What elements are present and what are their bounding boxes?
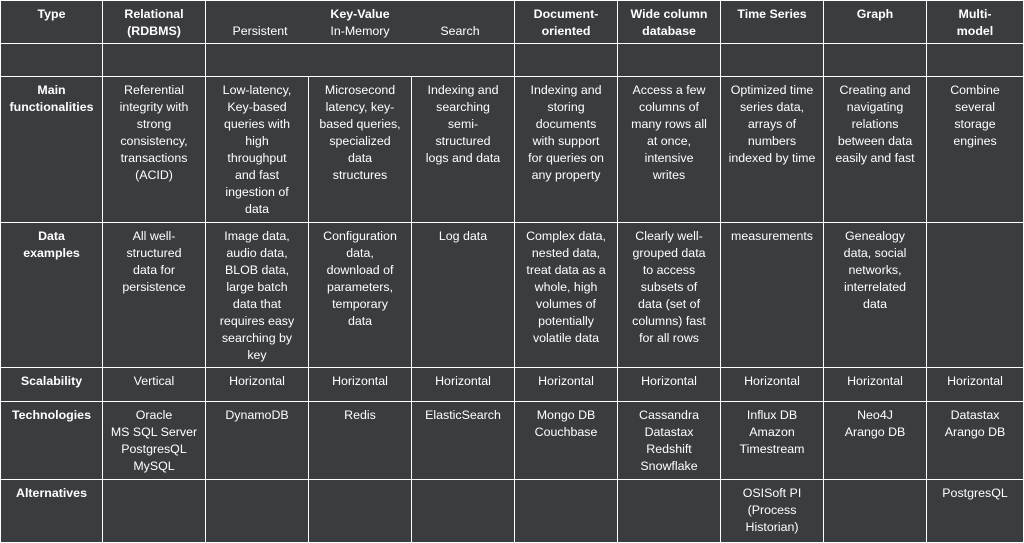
key-value-title: Key-Value <box>330 7 390 21</box>
row-data-examples <box>1 222 1024 368</box>
header-document: Document- oriented <box>515 1 618 44</box>
table-cell: Image data, audio data, BLOB data, large batch data that requires easy searching by key <box>206 222 309 368</box>
table-cell: PostgresQL <box>927 479 1024 542</box>
table-cell: Influx DB Amazon Timestream <box>721 402 824 479</box>
table-cell: Horizontal <box>824 368 927 402</box>
header-key-value <box>206 1 515 44</box>
header-graph: Graph <box>824 1 927 44</box>
row-label: Scalability <box>1 368 103 402</box>
table-cell: Horizontal <box>206 368 309 402</box>
empty-cell <box>206 44 515 77</box>
row-label: Data examples <box>1 222 103 368</box>
table-cell: Neo4J Arango DB <box>824 402 927 479</box>
table-cell: Combine several storage engines <box>927 77 1024 223</box>
table-cell: Horizontal <box>309 368 412 402</box>
table-cell: Cassandra Datastax Redshift Snowflake <box>618 402 721 479</box>
table-cell: Indexing and searching semi- structured logs and data <box>412 77 515 223</box>
table-cell <box>618 479 721 542</box>
table-cell: Referential integrity with strong consistency, transactions (ACID) <box>103 77 206 223</box>
header-wide-column: Wide column database <box>618 1 721 44</box>
table-cell: Low-latency, Key-based queries with high throughput and fast ingestion of data <box>206 77 309 223</box>
header-relational: Relational (RDBMS) <box>103 1 206 44</box>
table-cell: measurements <box>721 222 824 368</box>
table-cell: Complex data, nested data, treat data as a whole, high volumes of potentially volatile data <box>515 222 618 368</box>
table-cell: Oracle MS SQL Server PostgresQL MySQL <box>103 402 206 479</box>
row-label: Alternatives <box>1 479 103 542</box>
table-cell: Microsecond latency, key- based queries, specialized data structures <box>309 77 412 223</box>
header-type: Type <box>1 1 103 44</box>
table-cell: Datastax Arango DB <box>927 402 1024 479</box>
table-cell: All well- structured data for persistence <box>103 222 206 368</box>
table-cell: Clearly well- grouped data to access subsets of data (set of columns) fast for all rows <box>618 222 721 368</box>
spacer-row <box>1 44 1024 77</box>
table-cell: Horizontal <box>515 368 618 402</box>
empty-cell <box>824 44 927 77</box>
empty-cell <box>721 44 824 77</box>
table-cell: DynamoDB <box>206 402 309 479</box>
table-cell: Redis <box>309 402 412 479</box>
table-cell: Configuration data, download of parameters, temporary data <box>309 222 412 368</box>
empty-cell <box>103 44 206 77</box>
table-cell <box>103 479 206 542</box>
row-scalability <box>1 368 1024 402</box>
header-multi-model: Multi- model <box>927 1 1024 44</box>
header-kv-search: Search <box>440 24 480 38</box>
table-cell: ElasticSearch <box>412 402 515 479</box>
empty-cell <box>618 44 721 77</box>
table-cell: Log data <box>412 222 515 368</box>
row-label: Main functionalities <box>1 77 103 223</box>
table-cell <box>206 479 309 542</box>
row-main-functionalities <box>1 77 1024 223</box>
row-label: Technologies <box>1 402 103 479</box>
header-kv-persistent: Persistent <box>232 24 288 38</box>
table-cell: Horizontal <box>721 368 824 402</box>
table-cell: Genealogy data, social networks, interrelated data <box>824 222 927 368</box>
key-value-subheaders <box>210 23 510 40</box>
table-cell: Indexing and storing documents with support for queries on any property <box>515 77 618 223</box>
header-row <box>1 1 1024 44</box>
table-cell: OSISoft PI (Process Historian) <box>721 479 824 542</box>
table-cell <box>412 479 515 542</box>
header-time-series: Time Series <box>721 1 824 44</box>
empty-cell <box>927 44 1024 77</box>
table-cell <box>927 222 1024 368</box>
table-cell: Horizontal <box>618 368 721 402</box>
header-kv-inmemory: In-Memory <box>330 24 390 38</box>
table-cell <box>824 479 927 542</box>
empty-cell <box>1 44 103 77</box>
table-cell: Mongo DB Couchbase <box>515 402 618 479</box>
table-cell: Optimized time series data, arrays of numbers indexed by time <box>721 77 824 223</box>
table-cell: Horizontal <box>927 368 1024 402</box>
table-cell <box>309 479 412 542</box>
empty-cell <box>515 44 618 77</box>
row-alternatives <box>1 479 1024 542</box>
table-cell: Vertical <box>103 368 206 402</box>
table-cell: Access a few columns of many rows all at once, intensive writes <box>618 77 721 223</box>
table-cell: Horizontal <box>412 368 515 402</box>
table-cell <box>515 479 618 542</box>
table-cell: Creating and navigating relations between data easily and fast <box>824 77 927 223</box>
row-technologies <box>1 402 1024 479</box>
